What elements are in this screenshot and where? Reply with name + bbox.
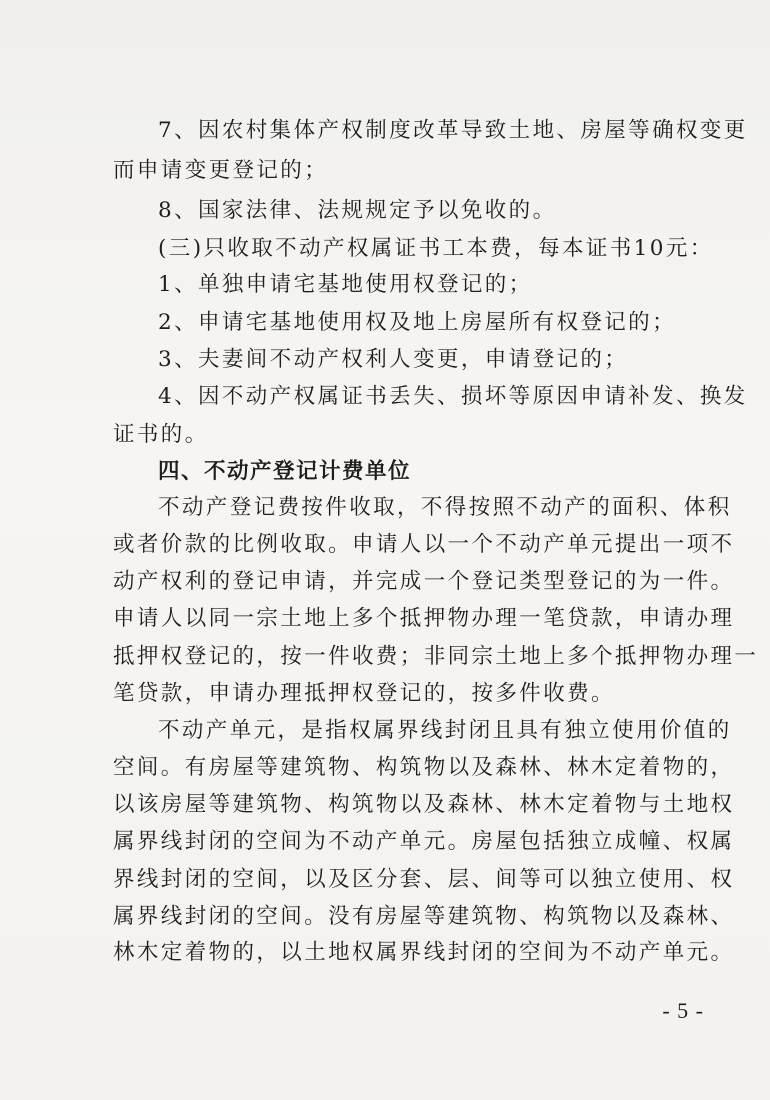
text-line: 3、夫妻间不动产权利人变更，申请登记的； bbox=[158, 347, 629, 372]
text-line: 以该房屋等建筑物、构筑物以及森林、林木定着物与土地权 bbox=[113, 792, 735, 817]
text-line: 界线封闭的空间，以及区分套、层、间等可以独立使用、权 bbox=[113, 867, 735, 892]
text-line: 或者价款的比例收取。申请人以一个不动产单元提出一项不 bbox=[113, 532, 735, 557]
text-line: 空间。有房屋等建筑物、构筑物以及森林、林木定着物的， bbox=[113, 755, 735, 780]
text-line: 4、因不动产权属证书丢失、损坏等原因申请补发、换发 bbox=[158, 384, 748, 409]
page-number: - 5 - bbox=[662, 998, 704, 1023]
text-line: 2、申请宅基地使用权及地上房屋所有权登记的； bbox=[158, 310, 676, 335]
text-line: 8、国家法律、法规规定予以免收的。 bbox=[158, 198, 557, 223]
text-line: 不动产单元，是指权属界线封闭且具有独立使用价值的 bbox=[158, 718, 732, 743]
text-line: 1、单独申请宅基地使用权登记的； bbox=[158, 272, 533, 297]
text-line: 不动产登记费按件收取，不得按照不动产的面积、体积 bbox=[158, 495, 732, 520]
text-line: 动产权利的登记申请，并完成一个登记类型登记的为一件。 bbox=[113, 569, 735, 594]
text-line: 属界线封闭的空间。没有房屋等建筑物、构筑物以及森林、 bbox=[113, 904, 735, 929]
text-line: 申请人以同一宗土地上多个抵押物办理一笔贷款，申请办理 bbox=[113, 606, 735, 631]
section-heading: 四、不动产登记计费单位 bbox=[158, 459, 412, 484]
text-line: 7、因农村集体产权制度改革导致土地、房屋等确权变更 bbox=[158, 118, 748, 143]
text-line: 属界线封闭的空间为不动产单元。房屋包括独立成幢、权属 bbox=[113, 829, 735, 854]
text-line: 而申请变更登记的； bbox=[113, 158, 329, 183]
text-line: (三)只收取不动产权属证书工本费，每本证书10元： bbox=[158, 236, 714, 261]
text-line: 抵押权登记的，按一件收费；非同宗土地上多个抵押物办理一 bbox=[113, 644, 759, 669]
text-line: 证书的。 bbox=[113, 422, 209, 447]
text-line: 笔贷款，申请办理抵押权登记的，按多件收费。 bbox=[113, 681, 615, 706]
text-line: 林木定着物的，以土地权属界线封闭的空间为不动产单元。 bbox=[113, 940, 735, 965]
